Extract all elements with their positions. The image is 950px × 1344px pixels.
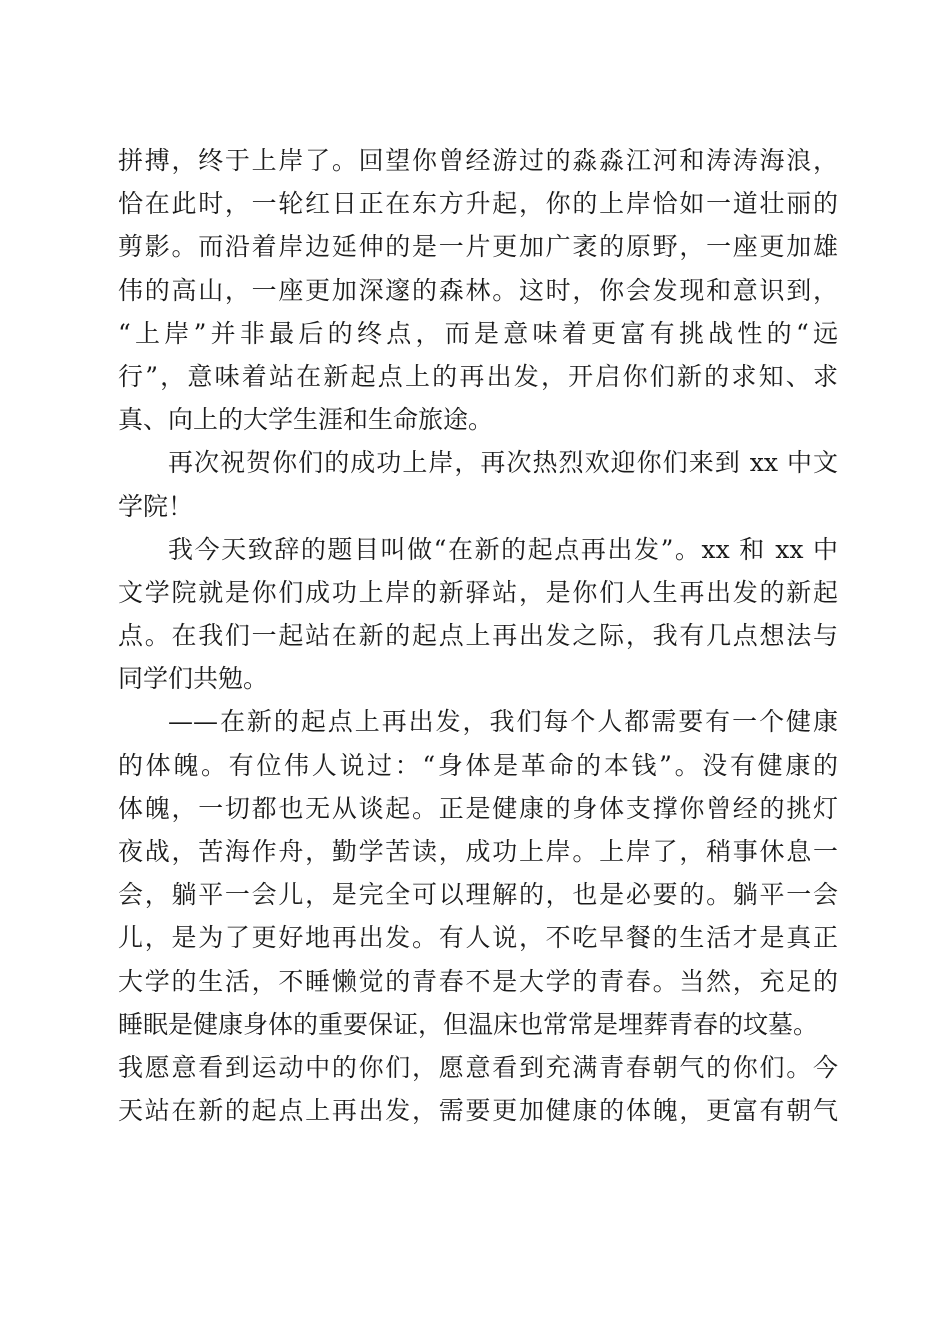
text-line: 儿，是为了更好地再出发。有人说，不吃早餐的生活才是真正: [118, 923, 838, 953]
text-line: 文学院就是你们成功上岸的新驿站，是你们人生再出发的新起: [118, 577, 838, 607]
text-line: 行”，意味着站在新起点上的再出发，开启你们新的求知、求: [118, 361, 838, 391]
body-text: [118, 139, 838, 1132]
text-line: 拼搏，终于上岸了。回望你曾经游过的淼淼江河和涛涛海浪，: [118, 146, 838, 175]
text-line: 真、向上的大学生涯和生命旅途。: [118, 405, 494, 435]
text-line: “上岸”并非最后的终点，而是意味着更富有挑战性的“远: [118, 318, 838, 348]
text-line: 恰在此时，一轮红日正在东方升起，你的上岸恰如一道壮丽的: [118, 189, 838, 219]
text-line: 体魄，一切都也无从谈起。正是健康的身体支撑你曾经的挑灯: [118, 793, 838, 823]
text-line: 伟的高山，一座更加深邃的森林。这时，你会发现和意识到，: [118, 275, 838, 305]
text-line: 我今天致辞的题目叫做“在新的起点再出发”。xx 和 xx 中: [168, 534, 838, 564]
text-line: 大学的生活，不睡懒觉的青春不是大学的青春。当然，充足的: [118, 966, 838, 996]
text-line: 夜战，苦海作舟，勤学苦读，成功上岸。上岸了，稍事休息一: [118, 837, 838, 866]
text-line: 睡眠是健康身体的重要保证，但温床也常常是埋葬青春的坟墓。: [118, 1009, 819, 1039]
text-line: 剪影。而沿着岸边延伸的是一片更加广袤的原野，一座更加雄: [118, 232, 838, 262]
text-line: 学院！: [118, 491, 194, 521]
text-line: 的体魄。有位伟人说过：“身体是革命的本钱”。没有健康的: [118, 750, 838, 780]
text-line: 会，躺平一会儿，是完全可以理解的，也是必要的。躺平一会: [118, 880, 838, 910]
text-line: 再次祝贺你们的成功上岸，再次热烈欢迎你们来到 xx 中文: [168, 448, 838, 478]
text-line: 天站在新的起点上再出发，需要更加健康的体魄，更富有朝气: [118, 1096, 838, 1126]
text-line: 点。在我们一起站在新的起点上再出发之际，我有几点想法与: [118, 621, 838, 651]
text-line: 我愿意看到运动中的你们，愿意看到充满青春朝气的你们。今: [118, 1052, 838, 1082]
text-line: ——在新的起点上再出发，我们每个人都需要有一个健康: [168, 707, 838, 737]
text-line: 同学们共勉。: [118, 664, 269, 694]
